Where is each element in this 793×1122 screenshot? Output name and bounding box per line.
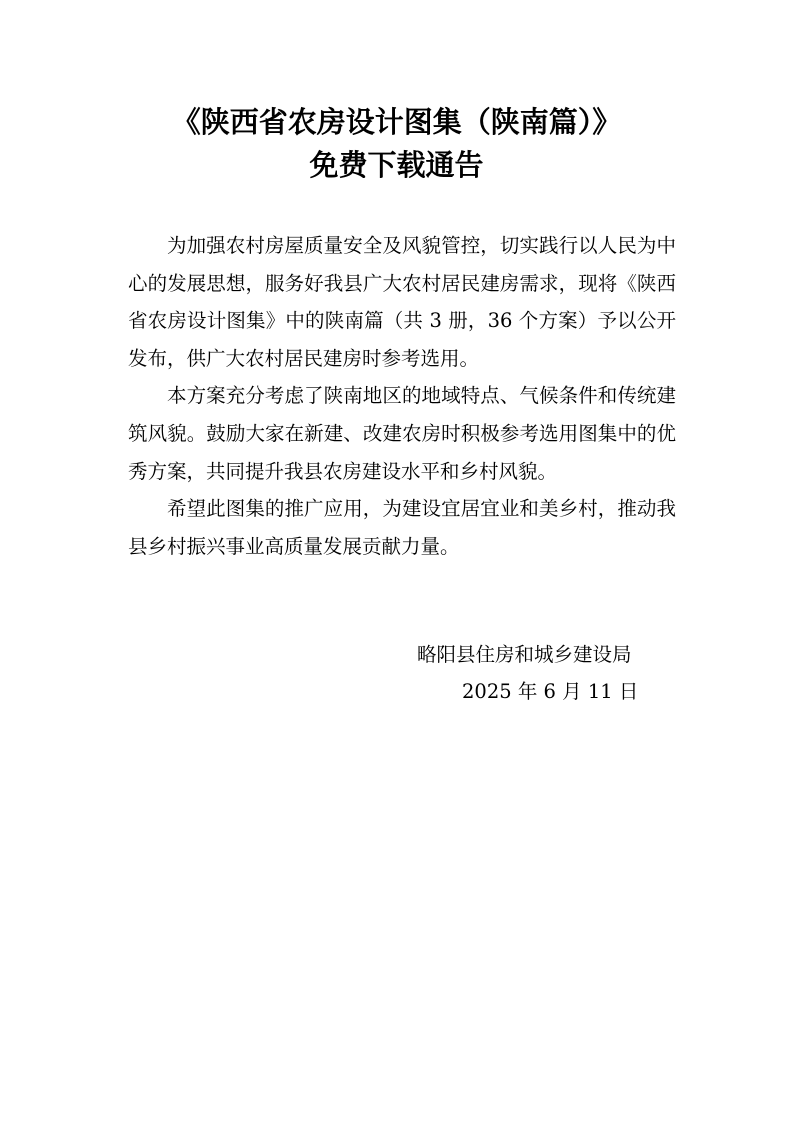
signature-organization: 略阳县住房和城乡建设局 [417,643,632,666]
signature-date: 2025 年 6 月 11 日 [462,680,639,703]
document-title-line2: 免费下载通告 [309,148,484,182]
body-paragraph: 为加强农村房屋质量安全及风貌管控，切实践行以人民为中心的发展思想，服务好我县广大农村居民建房需求，现将《陕西省农房设计图集》中的陕南篇（共 3 册，36 个方案）予以公开发布，供广大农村居民建房时参考选用。 [128,234,676,370]
body-paragraph: 希望此图集的推广应用，为建设宜居宜业和美乡村，推动我县乡村振兴事业高质量发展贡献力量。 [128,497,676,558]
document-title-line1: 《陕西省农房设计图集（陕南篇）》 [171,105,622,139]
document-body [128,227,676,565]
body-paragraph: 本方案充分考虑了陕南地区的地域特点、气候条件和传统建筑风貌。鼓励大家在新建、改建农房时积极参考选用图集中的优秀方案，共同提升我县农房建设水平和乡村风貌。 [128,384,676,483]
